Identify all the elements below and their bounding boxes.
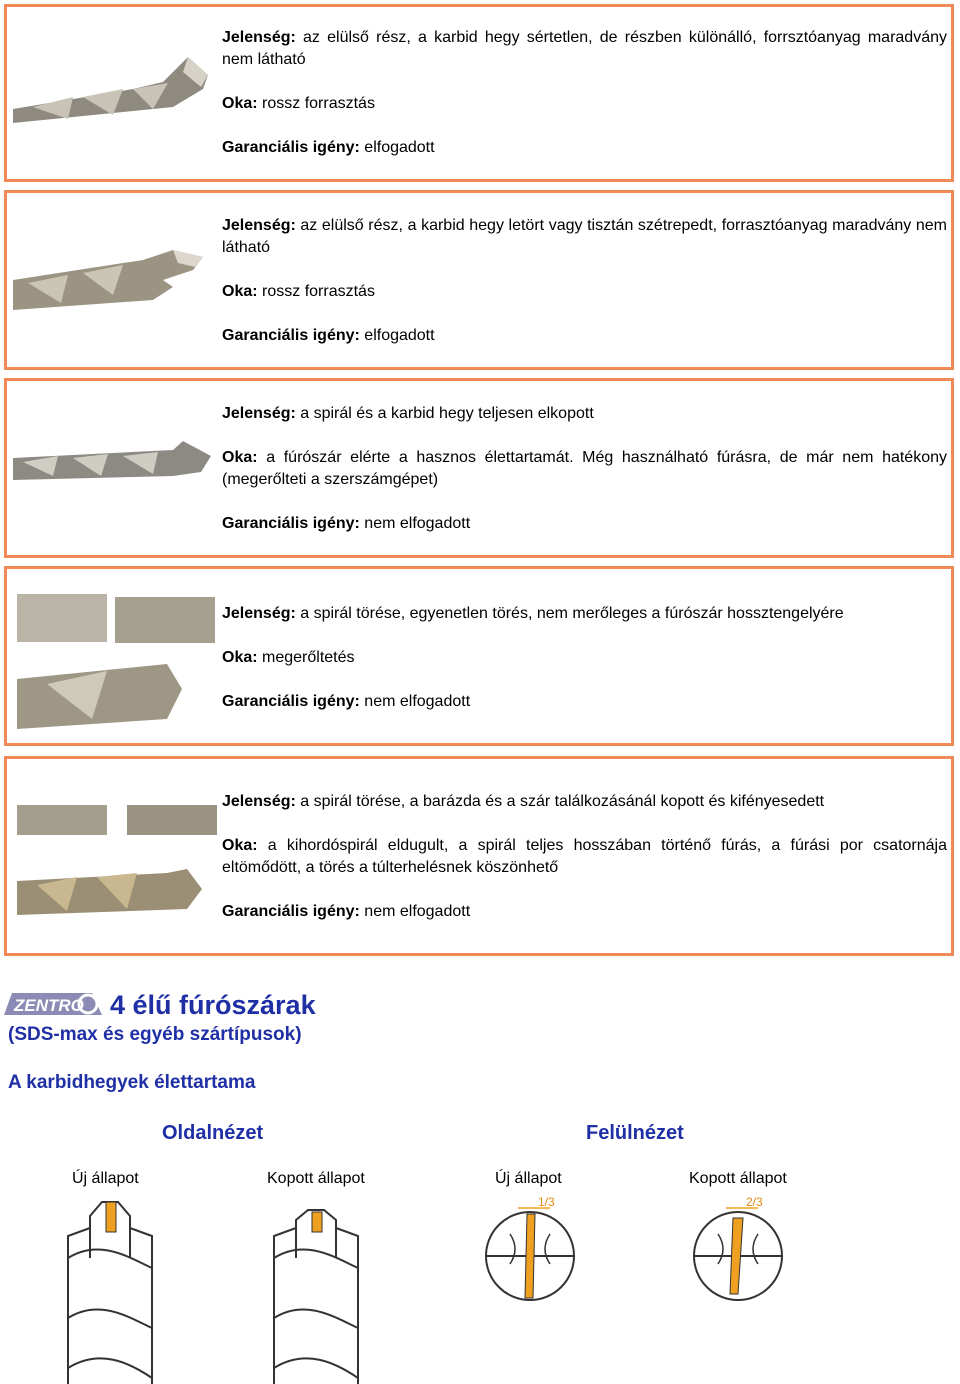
zentro-logo: [4, 989, 102, 1023]
defect-card-2: [4, 190, 954, 370]
defect-card-1: [4, 4, 954, 182]
section-subtitle: (SDS-max és egyéb szártípusok): [8, 1024, 302, 1045]
side-view-worn-diagram: [266, 1198, 366, 1384]
top-view-new-diagram: [480, 1194, 580, 1306]
symptom-text: Jelenség: az elülső rész, a karbid hegy sértetlen, de részben különálló, forrsztóanyag maradvány nem látható: [222, 29, 947, 68]
warranty-text: Garanciális igény: nem elfogadott: [222, 515, 471, 532]
cause-text: Oka: megerőltetés: [222, 649, 355, 666]
section-title: 4 élű fúrószárak: [110, 990, 316, 1020]
warranty-text: Garanciális igény: nem elfogadott: [222, 903, 471, 920]
new-state-label: Új állapot: [72, 1170, 139, 1187]
cause-text: Oka: a kihordóspirál eldugult, a spirál teljes hosszában történő fúrás, a fúrási por csatornája eltömődött, a törés a túlterhelésnek köszönhető: [222, 837, 947, 876]
top-view-worn-diagram: [688, 1194, 788, 1306]
cause-text: Oka: a fúrószár elérte a hasznos élettartamát. Még használható fúrásra, de már nem hatékony (megerőlteti a szerszámgépet): [222, 449, 947, 488]
cause-text: Oka: rossz forrasztás: [222, 95, 375, 112]
defect-card-4: [4, 566, 954, 746]
drill-bit-photo: [17, 589, 217, 729]
symptom-text: Jelenség: a spirál törése, egyenetlen törés, nem merőleges a fúrószár hossztengelyére: [222, 605, 844, 622]
side-view-label: Oldalnézet: [162, 1122, 264, 1144]
side-view-new-diagram: [60, 1198, 160, 1384]
svg-text:2/3: 2/3: [746, 1195, 763, 1209]
warranty-text: Garanciális igény: nem elfogadott: [222, 693, 471, 710]
symptom-text: Jelenség: a spirál és a karbid hegy teljesen elkopott: [222, 405, 594, 422]
drill-bit-photo: [13, 27, 213, 127]
drill-bit-photo: [17, 799, 217, 929]
svg-text:ZENTRO: ZENTRO: [14, 996, 84, 1015]
cause-text: Oka: rossz forrasztás: [222, 283, 375, 300]
drill-bit-photo: [13, 225, 213, 315]
symptom-text: Jelenség: az elülső rész, a karbid hegy letört vagy tisztán szétrepedt, forrasztóanyag maradvány nem látható: [222, 217, 947, 256]
drill-bit-photo: [13, 436, 213, 496]
worn-state-label: Kopott állapot: [689, 1170, 787, 1187]
defect-card-3: [4, 378, 954, 558]
warranty-text: Garanciális igény: elfogadott: [222, 327, 435, 344]
svg-text:1/3: 1/3: [538, 1195, 555, 1209]
new-state-label: Új állapot: [495, 1170, 562, 1187]
symptom-text: Jelenség: a spirál törése, a barázda és a szár találkozásánál kopott és kifényesedett: [222, 793, 825, 810]
top-view-label: Felülnézet: [586, 1122, 684, 1144]
defect-card-5: [4, 756, 954, 956]
worn-state-label: Kopott állapot: [267, 1170, 365, 1187]
warranty-text: Garanciális igény: elfogadott: [222, 139, 435, 156]
section-heading: A karbidhegyek élettartama: [8, 1072, 256, 1093]
